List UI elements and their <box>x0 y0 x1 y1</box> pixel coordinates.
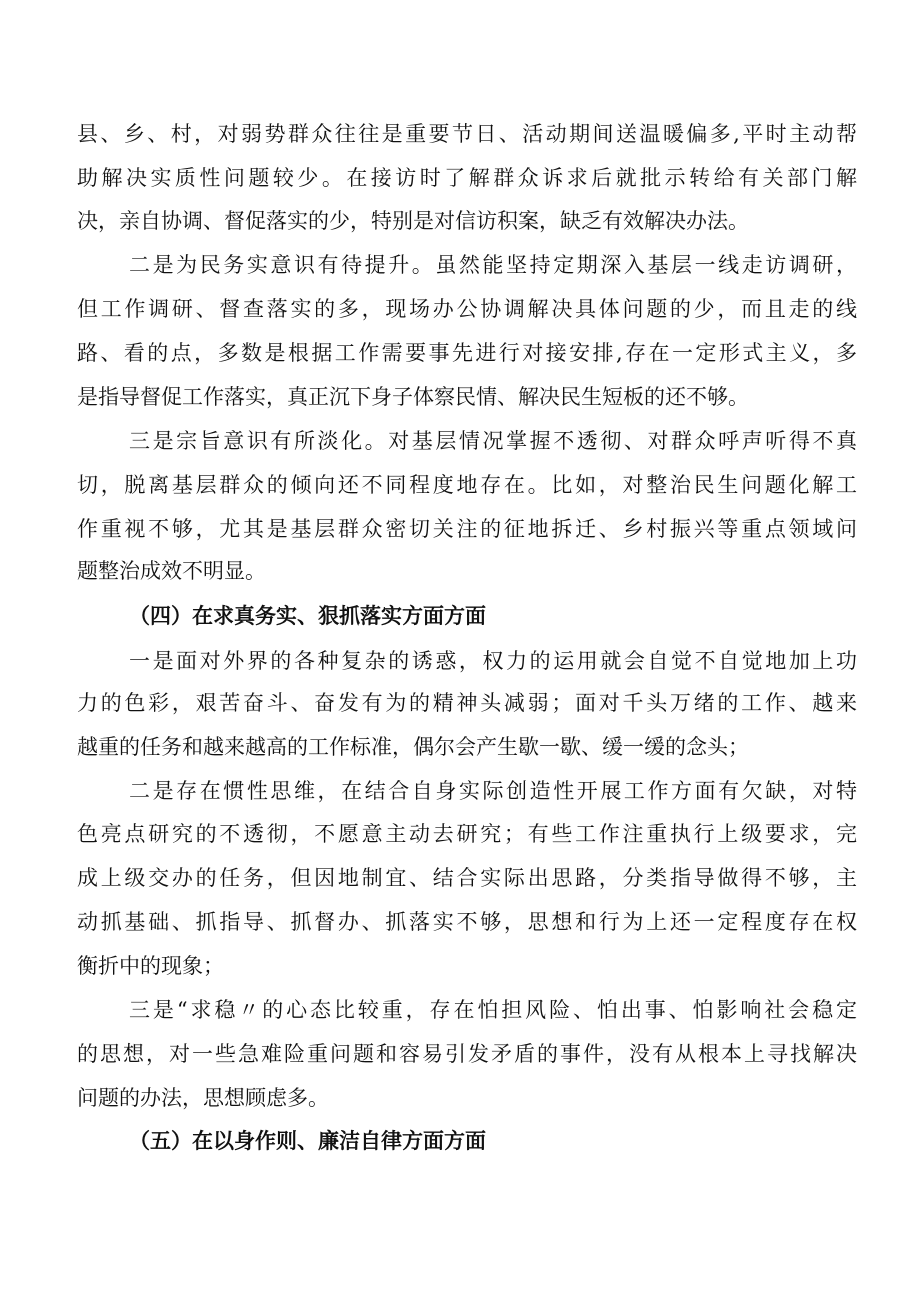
body-text-line: 力的色彩，艰苦奋斗、奋发有为的精神头减弱；面对千头万绪的工作、越来 <box>77 691 857 715</box>
paragraph-first-line: 三是“求稳〃的心态比较重，存在怕担风险、怕出事、怕影响社会稳定 <box>129 998 857 1022</box>
body-text-line: 越重的任务和越来越高的工作标准，偶尔会产生歇一歇、缓一缓的念头； <box>77 735 749 759</box>
body-text-line: 助解决实质性问题较少。在接访时了解群众诉求后就批示转给有关部门解 <box>77 166 857 190</box>
body-text-line: 动抓基础、抓指导、抓督办、抓落实不够，思想和行为上还一定程度存在权 <box>77 910 857 934</box>
section-heading: （五）在以身作则、廉洁自律方面方面 <box>129 1129 486 1153</box>
body-text-line: 作重视不够，尤其是基层群众密切关注的征地拆迁、乡村振兴等重点领域问 <box>77 517 857 541</box>
body-text-line: 色亮点研究的不透彻，不愿意主动去研究；有些工作注重执行上级要求，完 <box>77 822 857 846</box>
body-text-line: 但工作调研、督查落实的多，现场办公协调解决具体问题的少，而且走的线 <box>77 297 857 321</box>
body-text-line: 决，亲自协调、督促落实的少，特别是对信访积案，缺乏有效解决办法。 <box>77 209 749 233</box>
paragraph-first-line: 三是宗旨意识有所淡化。对基层情况掌握不透彻、对群众呼声听得不真 <box>129 429 857 453</box>
paragraph-first-line: 二是为民务实意识有待提升。虽然能坚持定期深入基层一线走访调研， <box>129 253 857 277</box>
body-text-line: 成上级交办的任务，但因地制宜、结合实际出思路，分类指导做得不够，主 <box>77 866 857 890</box>
body-text-line: 县、乡、村，对弱势群众往往是重要节日、活动期间送温暖偏多,平时主动帮 <box>77 122 857 146</box>
body-text-line: 切，脱离基层群众的倾向还不同程度地存在。比如，对整治民生问题化解工 <box>77 473 857 497</box>
paragraph-first-line: 二是存在惯性思维，在结合自身实际创造性开展工作方面有欠缺，对特 <box>129 779 857 803</box>
section-heading: （四）在求真务实、狠抓落实方面方面 <box>129 604 486 628</box>
body-text-line: 是指导督促工作落实，真正沉下身子体察民情、解决民生短板的还不够。 <box>77 385 749 409</box>
body-text-line: 路、看的点，多数是根据工作需要事先进行对接安排,存在一定形式主义，多 <box>77 341 857 365</box>
body-text-line: 题整治成效不明显。 <box>77 559 266 583</box>
body-text-line: 问题的办法，思想顾虑多。 <box>77 1086 329 1110</box>
body-text-line: 的思想，对一些急难险重问题和容易引发矛盾的事件，没有从根本上寻找解决 <box>77 1042 857 1066</box>
paragraph-first-line: 一是面对外界的各种复杂的诱惑，权力的运用就会自觉不自觉地加上功 <box>129 649 857 673</box>
body-text-line: 衡折中的现象； <box>77 954 224 978</box>
